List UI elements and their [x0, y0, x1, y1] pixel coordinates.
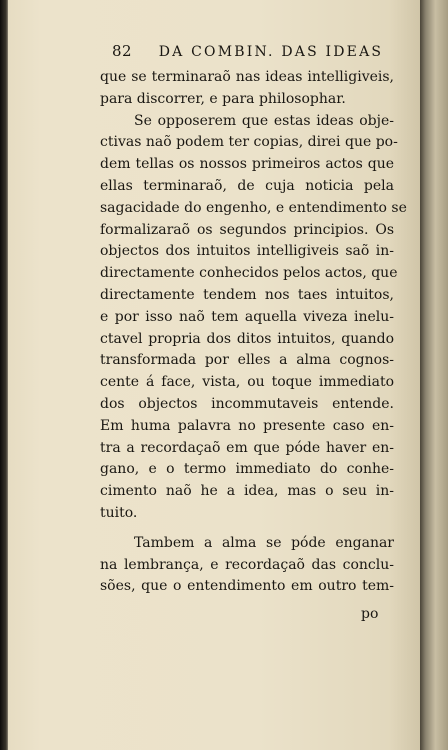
text-line: dos objectos incommutaveis entende.: [100, 395, 394, 412]
body-text: [100, 67, 407, 598]
text-line: que se terminaraõ nas ideas intelligiveis,: [100, 69, 394, 85]
text-line: sões, que o entendimento em outro tem-: [100, 578, 394, 595]
text-line: sagacidade do engenho, e entendimento se: [100, 199, 407, 216]
text-line: Em huma palavra no presente caso en-: [100, 417, 394, 434]
text-line: tuito.: [100, 504, 138, 521]
text-line: Tambem a alma se póde enganar: [134, 534, 394, 551]
text-line: directamente conhecidos pelos actos, que: [100, 265, 398, 282]
text-line: gano, e o termo immediato do conhe-: [100, 461, 394, 478]
adjacent-page-edge: [420, 0, 448, 750]
text-line: ctivas naõ podem ter copias, direi que po-: [100, 134, 398, 151]
running-head: [112, 42, 383, 60]
text-line: cente á face, vista, ou toque immediato: [100, 374, 394, 391]
text-line: ctavel propria dos ditos intuitos, quando: [100, 330, 394, 347]
text-line: objectos dos intuitos intelligiveis saõ in-: [100, 243, 394, 260]
text-line: e por isso naõ tem aquella viveza inelu-: [100, 308, 394, 325]
text-line: transformada por elles a alma cognos-: [100, 352, 394, 369]
text-line: directamente tendem nos taes intuitos,: [100, 286, 394, 303]
text-line: dem tellas os nossos primeiros actos que: [100, 156, 394, 173]
text-line: Se opposerem que estas ideas obje-: [134, 112, 394, 129]
page-number: 82: [112, 42, 133, 60]
running-head-title: DA COMBIN. DAS IDEAS: [158, 44, 384, 60]
text-line: cimento naõ he a idea, mas o seu in-: [100, 483, 394, 500]
catchword: po: [361, 606, 379, 622]
book-page: [8, 0, 422, 750]
text-line: para discorrer, e para philosophar.: [100, 90, 346, 107]
text-line: na lembrança, e recordaçaõ das conclu-: [100, 556, 394, 573]
paragraph-gap: [100, 525, 394, 533]
text-line: tra a recordaçaõ em que póde haver en-: [100, 439, 394, 456]
text-line: ellas terminaraõ, de cuja noticia pela: [100, 177, 394, 194]
text-line: formalizaraõ os segundos principios. Os: [100, 221, 394, 238]
